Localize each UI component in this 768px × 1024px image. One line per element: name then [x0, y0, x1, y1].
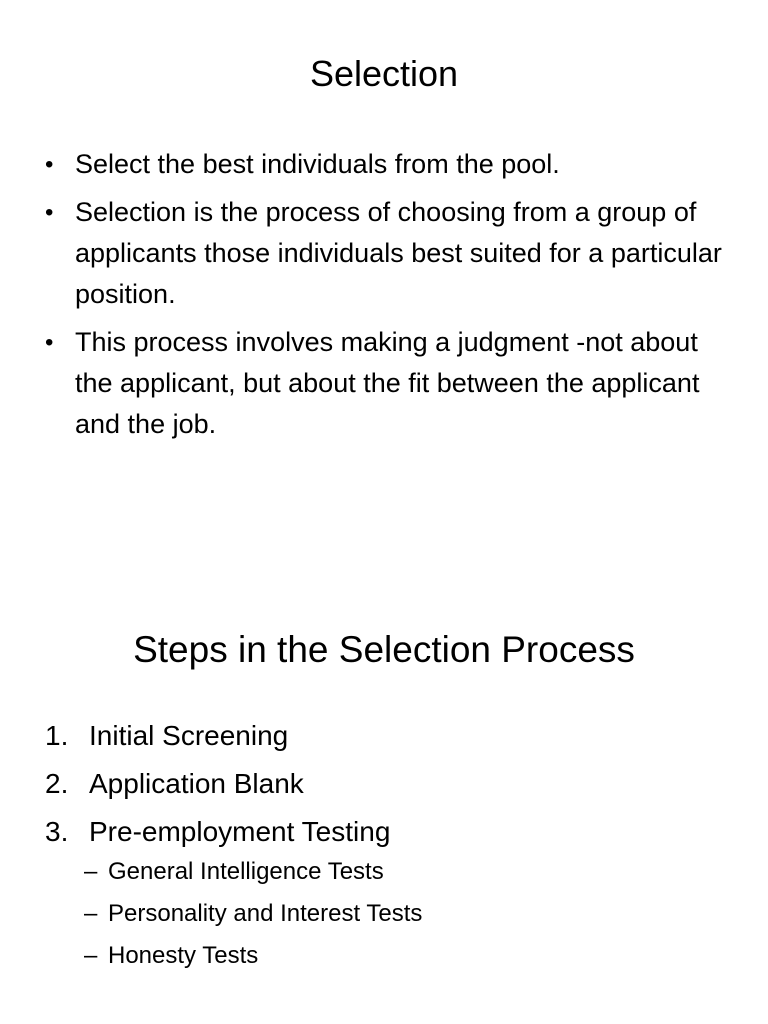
- step-label: Pre-employment Testing: [89, 816, 391, 847]
- step-number: 2.: [45, 768, 69, 799]
- step-item: [0, 764, 740, 804]
- slide-title: Steps in the Selection Process: [133, 629, 635, 670]
- steps-list: [0, 716, 740, 982]
- bullet-marker: •: [45, 151, 54, 178]
- sub-step-label: General Intelligence Tests: [108, 858, 384, 885]
- bullet-marker: •: [45, 199, 54, 226]
- slide-selection-steps: [0, 512, 768, 1024]
- sub-step-item: [0, 938, 740, 974]
- bullet-text: This process involves making a judgment -not about the applicant, but about the fit between the applicant and the job.: [75, 327, 700, 439]
- sub-step-marker: –: [84, 858, 98, 885]
- sub-step-marker: –: [84, 942, 98, 969]
- sub-step-list: [0, 854, 740, 974]
- bullet-item: [0, 322, 740, 445]
- step-item: [0, 716, 740, 756]
- bullet-item: [0, 144, 740, 185]
- step-number: 1.: [45, 720, 69, 751]
- bullet-text: Select the best individuals from the pool.: [75, 149, 560, 179]
- step-number: 3.: [45, 816, 69, 847]
- bullet-marker: •: [45, 329, 54, 356]
- sub-step-label: Personality and Interest Tests: [108, 900, 423, 927]
- sub-step-item: [0, 854, 740, 890]
- step-label: Initial Screening: [89, 720, 289, 751]
- sub-step-label: Honesty Tests: [108, 942, 259, 969]
- sub-step-item: [0, 896, 740, 932]
- step-label: Application Blank: [89, 768, 304, 799]
- sub-step-marker: –: [84, 900, 98, 927]
- step-item: [0, 812, 740, 974]
- slide-title: Selection: [309, 53, 459, 94]
- bullet-list: [0, 144, 740, 452]
- bullet-text: Selection is the process of choosing from a group of applicants those individuals best suited for a particular position.: [75, 197, 722, 309]
- bullet-item: [0, 192, 740, 315]
